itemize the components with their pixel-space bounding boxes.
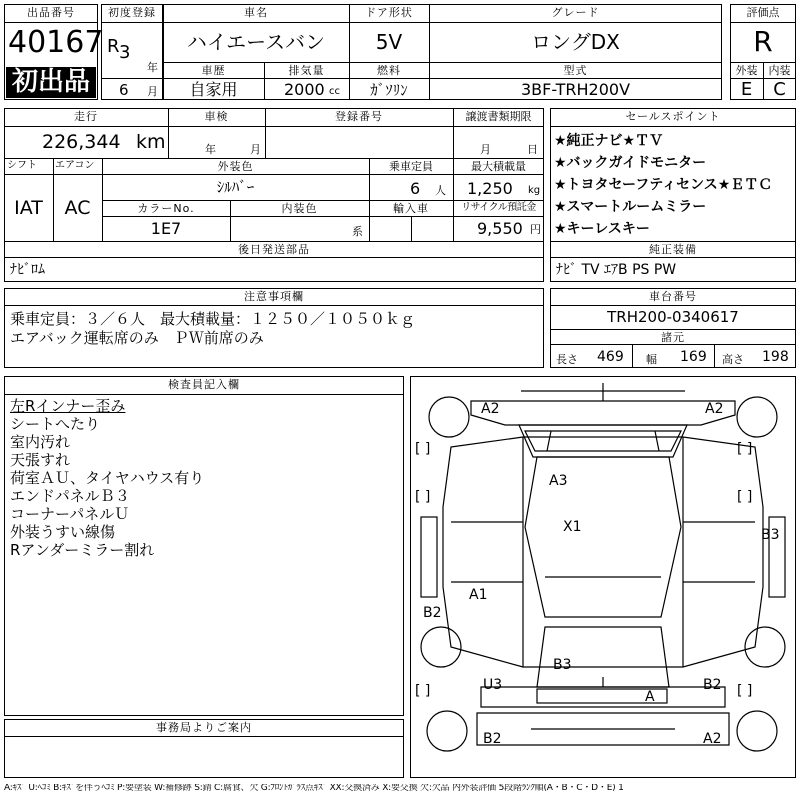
sales-point-item: ★スマートルームミラー [554, 199, 707, 215]
left-mid-wheel-shape [421, 627, 461, 667]
inspector-note-item: 外装うすい線傷 [10, 523, 116, 541]
fuel-value: ｶﾞｿﾘﾝ [370, 81, 408, 99]
mark-rear-left-bumper: U3 [483, 677, 503, 693]
shift-value: IAT [14, 197, 43, 219]
width-value: 169 [680, 349, 707, 365]
reg-year: 3 [119, 42, 131, 63]
capacity-unit: 人 [435, 184, 446, 197]
rear-left-wheel-shape [427, 711, 467, 751]
mark-right-side: B3 [761, 527, 780, 543]
ac-label: エアコン [55, 160, 95, 171]
body-outline-shape [443, 437, 763, 667]
bracket-left-top: [ ] [415, 441, 431, 457]
later-parts-value: ﾅﾋﾞﾛﾑ [10, 262, 45, 278]
max-load-label: 最大積載量 [471, 160, 526, 173]
inspection-month-unit: 月 [250, 143, 261, 156]
inspector-note-item: 室内汚れ [10, 433, 71, 451]
ac-value: AC [64, 197, 91, 219]
mark-rear-right: B2 [703, 677, 722, 693]
rear-bumper-shape [481, 687, 725, 707]
mark-left-side: B2 [423, 605, 442, 621]
mark-front-left: A2 [481, 401, 500, 417]
windshield-shape [519, 425, 687, 457]
chassis-number: TRH200-0340617 [607, 308, 739, 326]
import-label: 輸入車 [393, 202, 429, 215]
sales-point-item: ★純正ナビ★ＴＶ [554, 133, 664, 149]
caution-label: 注意事項欄 [244, 290, 304, 303]
reg-month-unit: 月 [147, 85, 158, 98]
mark-center: X1 [563, 519, 582, 535]
grade-label: グレード [551, 6, 600, 19]
inspection-year-unit: 年 [205, 143, 216, 156]
bracket-left-bottom: [ ] [415, 683, 431, 699]
displacement-value: 2000 [284, 80, 325, 99]
bracket-right-bottom: [ ] [737, 683, 753, 699]
legend-text: A:ｷｽﾞ U:ﾍｺﾐ B:ｷｽﾞを伴うﾍｺﾐ P:要塗装 W:補修跡 S:錆 C:腐食、欠 G:ﾌﾛﾝﾄｶﾞﾗｽ点ｷｽﾞ XX:交換済み X:要交換 欠:欠品 内外装評価 5段階ﾗﾝｸ順(A・B・C・D・E) 1 [4, 784, 624, 793]
length-value: 469 [597, 349, 624, 365]
mileage-label: 走行 [74, 110, 98, 123]
transfer-label: 譲渡書類期限 [465, 110, 532, 123]
first-listing-badge: 初出品 [6, 67, 96, 98]
mileage-value: 226,344 [42, 131, 121, 153]
capacity-value: 6 [410, 179, 421, 198]
interior-grade-value: C [773, 79, 786, 100]
model-label: 車名 [244, 6, 268, 19]
equipment-value: ﾅﾋﾞ TV ｴｱB PS PW [556, 262, 677, 278]
score-value: R [753, 25, 773, 58]
score-label: 評価点 [746, 6, 780, 19]
exterior-grade-label: 外装 [735, 64, 758, 77]
recycle-label: リサイクル預託金 [461, 202, 536, 213]
mark-rear-plate: A [645, 689, 655, 705]
inspector-note-item: シートへたり [10, 415, 101, 433]
fuel-label: 燃料 [377, 64, 401, 77]
front-bumper-shape [471, 401, 735, 425]
plate-label: 登録番号 [335, 110, 383, 123]
recycle-unit: 円 [530, 223, 541, 236]
office-label: 事務局よりご案内 [156, 721, 252, 734]
door-value: 5V [375, 30, 403, 54]
mark-front-right: A2 [705, 401, 724, 417]
interior-color-label: 内装色 [281, 202, 318, 215]
inspector-note-item: コーナーパネルＵ [10, 505, 130, 523]
grade-value: ロングDX [531, 30, 620, 54]
max-load-unit: kg [528, 185, 541, 196]
length-label: 長さ [556, 353, 578, 366]
sales-point-item: ★キーレスキー [554, 221, 650, 237]
inspector-note-item: Rアンダーミラー割れ [10, 541, 155, 559]
inspector-note-item: 天張すれ [10, 451, 71, 469]
type-label: 型式 [563, 64, 588, 77]
reg-era: R [107, 36, 120, 57]
transfer-day-unit: 日 [527, 143, 538, 156]
height-label: 高さ [722, 353, 744, 366]
bracket-right-mid: [ ] [737, 489, 753, 505]
inspector-notes [10, 397, 400, 559]
damage-diagram [411, 377, 795, 777]
rear-right-wheel-shape [737, 711, 777, 751]
caution-line-2: エアバック運転席のみ ＰＷ前席のみ [10, 329, 264, 347]
equipment-label: 純正装備 [649, 243, 697, 256]
front-left-wheel-shape [429, 397, 469, 437]
reg-year-unit: 年 [147, 61, 158, 74]
chassis-label: 車台番号 [649, 290, 697, 303]
caution-line-1: 乗車定員：３／６人 最大積載量：１２５０／１０５０ｋｇ [10, 310, 416, 328]
bracket-right-top: [ ] [737, 441, 753, 457]
mileage-unit: km [136, 131, 166, 153]
color-no-label: カラーNo. [137, 202, 195, 215]
door-label: ドア形状 [365, 6, 413, 19]
right-mid-wheel-shape [745, 627, 785, 667]
inspection-label: 車検 [204, 110, 229, 123]
interior-grade-label: 内装 [768, 64, 791, 77]
height-value: 198 [762, 349, 789, 365]
displacement-label: 排気量 [288, 64, 325, 77]
mark-bottom-right: A2 [703, 731, 722, 747]
mark-bottom-left: B2 [483, 731, 502, 747]
reg-month: 6 [119, 81, 129, 99]
interior-color-unit: 系 [352, 225, 363, 238]
history-value: 自家用 [189, 80, 238, 99]
inspector-note-item: 左Rインナー歪み [10, 397, 126, 415]
exterior-color-label: 外装色 [217, 160, 254, 173]
sales-points-list [554, 130, 794, 240]
transfer-month-unit: 月 [480, 143, 491, 156]
mark-roof: A3 [549, 473, 568, 489]
sales-point-item: ★バックガイドモニター [554, 155, 707, 171]
history-label: 車歴 [201, 64, 226, 77]
displacement-unit: cc [329, 86, 340, 97]
reg-label: 初度登録 [108, 6, 156, 19]
later-parts-label: 後日発送部品 [238, 243, 310, 256]
sales-point-item: ★トヨタセーフティセンス★ＥＴＣ [554, 177, 773, 193]
color-no-value: 1E7 [150, 219, 182, 238]
max-load-value: 1,250 [467, 179, 513, 198]
model-name: ハイエースバン [186, 30, 326, 54]
exterior-grade-value: E [740, 79, 753, 100]
inspector-label: 検査員記入欄 [168, 378, 240, 391]
inspector-note-item: 荷室ＡＵ、タイヤハウス有り [10, 469, 205, 487]
mark-left-door: A1 [469, 587, 488, 603]
exterior-color-value: ｼﾙﾊﾞｰ [216, 178, 255, 196]
inspector-note-item: エンドパネルＢ３ [10, 487, 130, 505]
lot-label: 出品番号 [27, 6, 75, 19]
recycle-value: 9,550 [477, 219, 523, 238]
lot-number: 40167 [8, 25, 104, 60]
front-right-wheel-shape [737, 397, 777, 437]
width-label: 幅 [646, 353, 657, 366]
sales-points-label: セールスポイント [625, 110, 721, 123]
dims-label: 諸元 [661, 331, 685, 344]
mark-rear: B3 [553, 657, 572, 673]
bracket-left-mid: [ ] [415, 489, 431, 505]
type-value: 3BF-TRH200V [520, 80, 631, 99]
shift-label: シフト [7, 160, 37, 171]
capacity-label: 乗車定員 [389, 160, 433, 173]
